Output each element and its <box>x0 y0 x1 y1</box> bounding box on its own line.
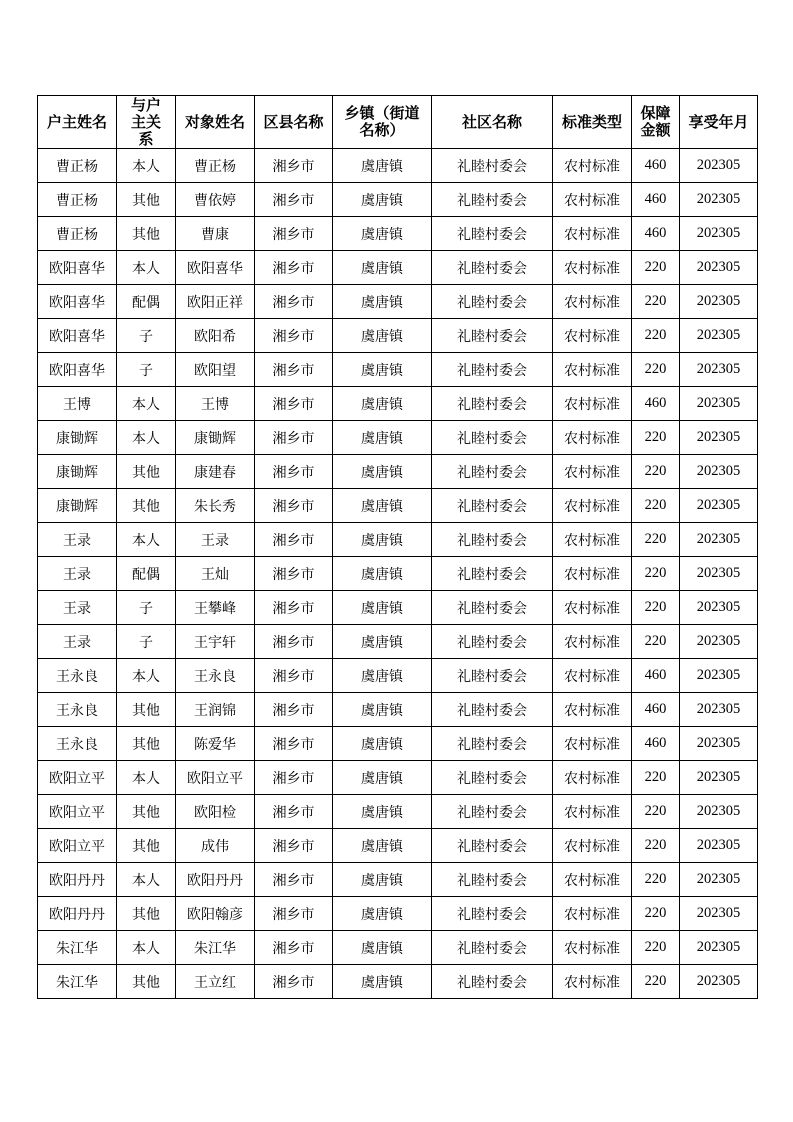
table-row <box>38 557 758 591</box>
cell-county: 湘乡市 <box>255 693 333 727</box>
cell-town: 虞唐镇 <box>333 217 432 251</box>
cell-amount: 220 <box>632 897 680 931</box>
cell-recipient-name: 王永良 <box>176 659 255 693</box>
cell-amount: 460 <box>632 149 680 183</box>
table-row <box>38 455 758 489</box>
cell-standard-type: 农村标准 <box>553 421 632 455</box>
cell-month: 202305 <box>680 183 758 217</box>
cell-community: 礼睦村委会 <box>432 795 553 829</box>
cell-town: 虞唐镇 <box>333 897 432 931</box>
cell-standard-type: 农村标准 <box>553 965 632 999</box>
table-row <box>38 829 758 863</box>
cell-head-name: 王永良 <box>38 727 117 761</box>
cell-month: 202305 <box>680 523 758 557</box>
cell-month: 202305 <box>680 829 758 863</box>
cell-county: 湘乡市 <box>255 489 333 523</box>
table-row <box>38 727 758 761</box>
cell-standard-type: 农村标准 <box>553 829 632 863</box>
cell-amount: 460 <box>632 659 680 693</box>
cell-recipient-name: 欧阳喜华 <box>176 251 255 285</box>
cell-county: 湘乡市 <box>255 523 333 557</box>
cell-month: 202305 <box>680 931 758 965</box>
cell-recipient-name: 王宇轩 <box>176 625 255 659</box>
cell-head-name: 王录 <box>38 591 117 625</box>
cell-county: 湘乡市 <box>255 761 333 795</box>
header-recipient-name: 对象姓名 <box>176 96 255 149</box>
cell-amount: 220 <box>632 931 680 965</box>
cell-community: 礼睦村委会 <box>432 455 553 489</box>
cell-community: 礼睦村委会 <box>432 863 553 897</box>
cell-community: 礼睦村委会 <box>432 285 553 319</box>
cell-amount: 220 <box>632 421 680 455</box>
cell-month: 202305 <box>680 761 758 795</box>
cell-relation: 子 <box>117 353 176 387</box>
cell-amount: 460 <box>632 727 680 761</box>
cell-relation: 子 <box>117 591 176 625</box>
cell-recipient-name: 欧阳望 <box>176 353 255 387</box>
cell-standard-type: 农村标准 <box>553 523 632 557</box>
cell-month: 202305 <box>680 489 758 523</box>
cell-amount: 220 <box>632 353 680 387</box>
cell-month: 202305 <box>680 353 758 387</box>
cell-community: 礼睦村委会 <box>432 217 553 251</box>
cell-head-name: 康锄辉 <box>38 455 117 489</box>
cell-community: 礼睦村委会 <box>432 319 553 353</box>
cell-town: 虞唐镇 <box>333 387 432 421</box>
cell-amount: 220 <box>632 523 680 557</box>
header-town: 乡镇（街道名称） <box>333 96 432 149</box>
cell-relation: 其他 <box>117 829 176 863</box>
cell-recipient-name: 欧阳检 <box>176 795 255 829</box>
cell-amount: 220 <box>632 489 680 523</box>
cell-community: 礼睦村委会 <box>432 557 553 591</box>
cell-month: 202305 <box>680 285 758 319</box>
cell-amount: 220 <box>632 863 680 897</box>
cell-town: 虞唐镇 <box>333 557 432 591</box>
cell-community: 礼睦村委会 <box>432 693 553 727</box>
cell-community: 礼睦村委会 <box>432 183 553 217</box>
cell-standard-type: 农村标准 <box>553 353 632 387</box>
cell-relation: 其他 <box>117 183 176 217</box>
cell-month: 202305 <box>680 863 758 897</box>
cell-recipient-name: 陈爱华 <box>176 727 255 761</box>
cell-relation: 其他 <box>117 965 176 999</box>
cell-county: 湘乡市 <box>255 625 333 659</box>
cell-recipient-name: 王录 <box>176 523 255 557</box>
table-row <box>38 489 758 523</box>
cell-county: 湘乡市 <box>255 183 333 217</box>
cell-relation: 本人 <box>117 387 176 421</box>
table-row <box>38 761 758 795</box>
cell-head-name: 欧阳喜华 <box>38 285 117 319</box>
cell-town: 虞唐镇 <box>333 523 432 557</box>
table-row <box>38 693 758 727</box>
cell-county: 湘乡市 <box>255 591 333 625</box>
cell-head-name: 王录 <box>38 523 117 557</box>
cell-town: 虞唐镇 <box>333 591 432 625</box>
cell-relation: 其他 <box>117 795 176 829</box>
cell-head-name: 欧阳喜华 <box>38 353 117 387</box>
cell-relation: 本人 <box>117 251 176 285</box>
cell-recipient-name: 曹正杨 <box>176 149 255 183</box>
cell-month: 202305 <box>680 557 758 591</box>
cell-head-name: 朱江华 <box>38 931 117 965</box>
cell-recipient-name: 康建春 <box>176 455 255 489</box>
cell-community: 礼睦村委会 <box>432 489 553 523</box>
header-relation: 与户主关系 <box>117 96 176 149</box>
cell-month: 202305 <box>680 659 758 693</box>
cell-relation: 本人 <box>117 659 176 693</box>
cell-standard-type: 农村标准 <box>553 183 632 217</box>
cell-head-name: 曹正杨 <box>38 217 117 251</box>
cell-relation: 本人 <box>117 523 176 557</box>
cell-head-name: 欧阳立平 <box>38 761 117 795</box>
cell-amount: 220 <box>632 455 680 489</box>
cell-town: 虞唐镇 <box>333 183 432 217</box>
cell-relation: 其他 <box>117 727 176 761</box>
cell-community: 礼睦村委会 <box>432 897 553 931</box>
cell-amount: 460 <box>632 387 680 421</box>
cell-standard-type: 农村标准 <box>553 795 632 829</box>
cell-community: 礼睦村委会 <box>432 965 553 999</box>
table-body <box>38 149 758 999</box>
cell-county: 湘乡市 <box>255 455 333 489</box>
table-row <box>38 319 758 353</box>
cell-relation: 子 <box>117 319 176 353</box>
table-row <box>38 523 758 557</box>
cell-relation: 本人 <box>117 931 176 965</box>
table-row <box>38 931 758 965</box>
header-standard-type: 标准类型 <box>553 96 632 149</box>
cell-month: 202305 <box>680 421 758 455</box>
cell-amount: 220 <box>632 591 680 625</box>
cell-recipient-name: 曹康 <box>176 217 255 251</box>
cell-standard-type: 农村标准 <box>553 285 632 319</box>
cell-standard-type: 农村标准 <box>553 659 632 693</box>
cell-head-name: 朱江华 <box>38 965 117 999</box>
cell-relation: 本人 <box>117 421 176 455</box>
cell-standard-type: 农村标准 <box>553 863 632 897</box>
cell-standard-type: 农村标准 <box>553 149 632 183</box>
cell-town: 虞唐镇 <box>333 693 432 727</box>
table-row <box>38 183 758 217</box>
cell-head-name: 王录 <box>38 557 117 591</box>
cell-standard-type: 农村标准 <box>553 727 632 761</box>
cell-month: 202305 <box>680 455 758 489</box>
cell-community: 礼睦村委会 <box>432 149 553 183</box>
cell-county: 湘乡市 <box>255 387 333 421</box>
cell-county: 湘乡市 <box>255 829 333 863</box>
cell-head-name: 曹正杨 <box>38 149 117 183</box>
cell-relation: 其他 <box>117 897 176 931</box>
cell-standard-type: 农村标准 <box>553 693 632 727</box>
cell-head-name: 欧阳丹丹 <box>38 863 117 897</box>
cell-relation: 本人 <box>117 149 176 183</box>
cell-community: 礼睦村委会 <box>432 931 553 965</box>
table-row <box>38 421 758 455</box>
cell-county: 湘乡市 <box>255 557 333 591</box>
cell-town: 虞唐镇 <box>333 625 432 659</box>
cell-recipient-name: 王立红 <box>176 965 255 999</box>
cell-standard-type: 农村标准 <box>553 761 632 795</box>
cell-standard-type: 农村标准 <box>553 591 632 625</box>
cell-recipient-name: 曹依婷 <box>176 183 255 217</box>
cell-amount: 220 <box>632 319 680 353</box>
cell-relation: 配偶 <box>117 285 176 319</box>
cell-town: 虞唐镇 <box>333 149 432 183</box>
cell-month: 202305 <box>680 319 758 353</box>
cell-county: 湘乡市 <box>255 421 333 455</box>
cell-county: 湘乡市 <box>255 931 333 965</box>
table-row <box>38 251 758 285</box>
cell-head-name: 欧阳立平 <box>38 795 117 829</box>
cell-relation: 其他 <box>117 489 176 523</box>
cell-town: 虞唐镇 <box>333 251 432 285</box>
cell-community: 礼睦村委会 <box>432 761 553 795</box>
cell-recipient-name: 王博 <box>176 387 255 421</box>
cell-month: 202305 <box>680 795 758 829</box>
cell-county: 湘乡市 <box>255 251 333 285</box>
header-community: 社区名称 <box>432 96 553 149</box>
cell-head-name: 王永良 <box>38 659 117 693</box>
cell-recipient-name: 成伟 <box>176 829 255 863</box>
cell-head-name: 欧阳立平 <box>38 829 117 863</box>
cell-recipient-name: 欧阳翰彦 <box>176 897 255 931</box>
cell-community: 礼睦村委会 <box>432 387 553 421</box>
cell-community: 礼睦村委会 <box>432 727 553 761</box>
table-row <box>38 591 758 625</box>
table-row <box>38 625 758 659</box>
table-row <box>38 795 758 829</box>
cell-relation: 其他 <box>117 455 176 489</box>
cell-standard-type: 农村标准 <box>553 387 632 421</box>
cell-recipient-name: 王攀峰 <box>176 591 255 625</box>
cell-town: 虞唐镇 <box>333 863 432 897</box>
cell-head-name: 欧阳喜华 <box>38 251 117 285</box>
cell-amount: 220 <box>632 795 680 829</box>
cell-county: 湘乡市 <box>255 319 333 353</box>
cell-county: 湘乡市 <box>255 659 333 693</box>
cell-town: 虞唐镇 <box>333 727 432 761</box>
table-row <box>38 897 758 931</box>
cell-standard-type: 农村标准 <box>553 319 632 353</box>
header-month: 享受年月 <box>680 96 758 149</box>
cell-town: 虞唐镇 <box>333 965 432 999</box>
cell-relation: 子 <box>117 625 176 659</box>
cell-county: 湘乡市 <box>255 285 333 319</box>
table-row <box>38 217 758 251</box>
cell-standard-type: 农村标准 <box>553 897 632 931</box>
cell-town: 虞唐镇 <box>333 761 432 795</box>
cell-standard-type: 农村标准 <box>553 217 632 251</box>
cell-amount: 220 <box>632 285 680 319</box>
cell-month: 202305 <box>680 625 758 659</box>
cell-town: 虞唐镇 <box>333 455 432 489</box>
table-row <box>38 659 758 693</box>
table-row <box>38 965 758 999</box>
cell-community: 礼睦村委会 <box>432 625 553 659</box>
cell-community: 礼睦村委会 <box>432 659 553 693</box>
cell-recipient-name: 康锄辉 <box>176 421 255 455</box>
cell-standard-type: 农村标准 <box>553 557 632 591</box>
cell-standard-type: 农村标准 <box>553 931 632 965</box>
cell-town: 虞唐镇 <box>333 931 432 965</box>
cell-community: 礼睦村委会 <box>432 523 553 557</box>
table-row <box>38 863 758 897</box>
cell-town: 虞唐镇 <box>333 421 432 455</box>
cell-recipient-name: 朱长秀 <box>176 489 255 523</box>
cell-county: 湘乡市 <box>255 217 333 251</box>
cell-amount: 460 <box>632 693 680 727</box>
cell-community: 礼睦村委会 <box>432 421 553 455</box>
cell-county: 湘乡市 <box>255 727 333 761</box>
cell-head-name: 王博 <box>38 387 117 421</box>
cell-head-name: 曹正杨 <box>38 183 117 217</box>
cell-community: 礼睦村委会 <box>432 591 553 625</box>
cell-amount: 460 <box>632 217 680 251</box>
cell-amount: 220 <box>632 965 680 999</box>
cell-amount: 220 <box>632 557 680 591</box>
cell-town: 虞唐镇 <box>333 659 432 693</box>
cell-town: 虞唐镇 <box>333 489 432 523</box>
cell-relation: 其他 <box>117 217 176 251</box>
cell-head-name: 王录 <box>38 625 117 659</box>
cell-county: 湘乡市 <box>255 149 333 183</box>
cell-county: 湘乡市 <box>255 965 333 999</box>
cell-month: 202305 <box>680 965 758 999</box>
cell-recipient-name: 王润锦 <box>176 693 255 727</box>
cell-recipient-name: 欧阳希 <box>176 319 255 353</box>
cell-county: 湘乡市 <box>255 863 333 897</box>
cell-community: 礼睦村委会 <box>432 251 553 285</box>
cell-month: 202305 <box>680 251 758 285</box>
cell-amount: 220 <box>632 761 680 795</box>
cell-community: 礼睦村委会 <box>432 353 553 387</box>
cell-recipient-name: 欧阳立平 <box>176 761 255 795</box>
cell-community: 礼睦村委会 <box>432 829 553 863</box>
cell-town: 虞唐镇 <box>333 285 432 319</box>
header-amount: 保障金额 <box>632 96 680 149</box>
cell-month: 202305 <box>680 897 758 931</box>
cell-month: 202305 <box>680 591 758 625</box>
cell-recipient-name: 欧阳正祥 <box>176 285 255 319</box>
cell-amount: 220 <box>632 625 680 659</box>
table-row <box>38 149 758 183</box>
cell-standard-type: 农村标准 <box>553 455 632 489</box>
cell-standard-type: 农村标准 <box>553 625 632 659</box>
cell-head-name: 欧阳喜华 <box>38 319 117 353</box>
cell-standard-type: 农村标准 <box>553 251 632 285</box>
cell-relation: 其他 <box>117 693 176 727</box>
table-header-row <box>38 96 758 149</box>
cell-town: 虞唐镇 <box>333 829 432 863</box>
cell-month: 202305 <box>680 149 758 183</box>
cell-month: 202305 <box>680 217 758 251</box>
cell-county: 湘乡市 <box>255 795 333 829</box>
cell-month: 202305 <box>680 693 758 727</box>
cell-month: 202305 <box>680 727 758 761</box>
cell-town: 虞唐镇 <box>333 795 432 829</box>
assistance-table <box>37 95 758 999</box>
cell-amount: 220 <box>632 829 680 863</box>
cell-head-name: 康锄辉 <box>38 489 117 523</box>
cell-relation: 配偶 <box>117 557 176 591</box>
header-county: 区县名称 <box>255 96 333 149</box>
cell-recipient-name: 王灿 <box>176 557 255 591</box>
document-page <box>37 95 757 999</box>
cell-recipient-name: 欧阳丹丹 <box>176 863 255 897</box>
cell-recipient-name: 朱江华 <box>176 931 255 965</box>
cell-town: 虞唐镇 <box>333 353 432 387</box>
table-row <box>38 285 758 319</box>
cell-head-name: 欧阳丹丹 <box>38 897 117 931</box>
cell-amount: 220 <box>632 251 680 285</box>
cell-month: 202305 <box>680 387 758 421</box>
cell-standard-type: 农村标准 <box>553 489 632 523</box>
table-row <box>38 353 758 387</box>
cell-relation: 本人 <box>117 761 176 795</box>
header-head-name: 户主姓名 <box>38 96 117 149</box>
table-row <box>38 387 758 421</box>
cell-head-name: 王永良 <box>38 693 117 727</box>
cell-relation: 本人 <box>117 863 176 897</box>
cell-head-name: 康锄辉 <box>38 421 117 455</box>
cell-town: 虞唐镇 <box>333 319 432 353</box>
cell-county: 湘乡市 <box>255 897 333 931</box>
cell-amount: 460 <box>632 183 680 217</box>
cell-county: 湘乡市 <box>255 353 333 387</box>
